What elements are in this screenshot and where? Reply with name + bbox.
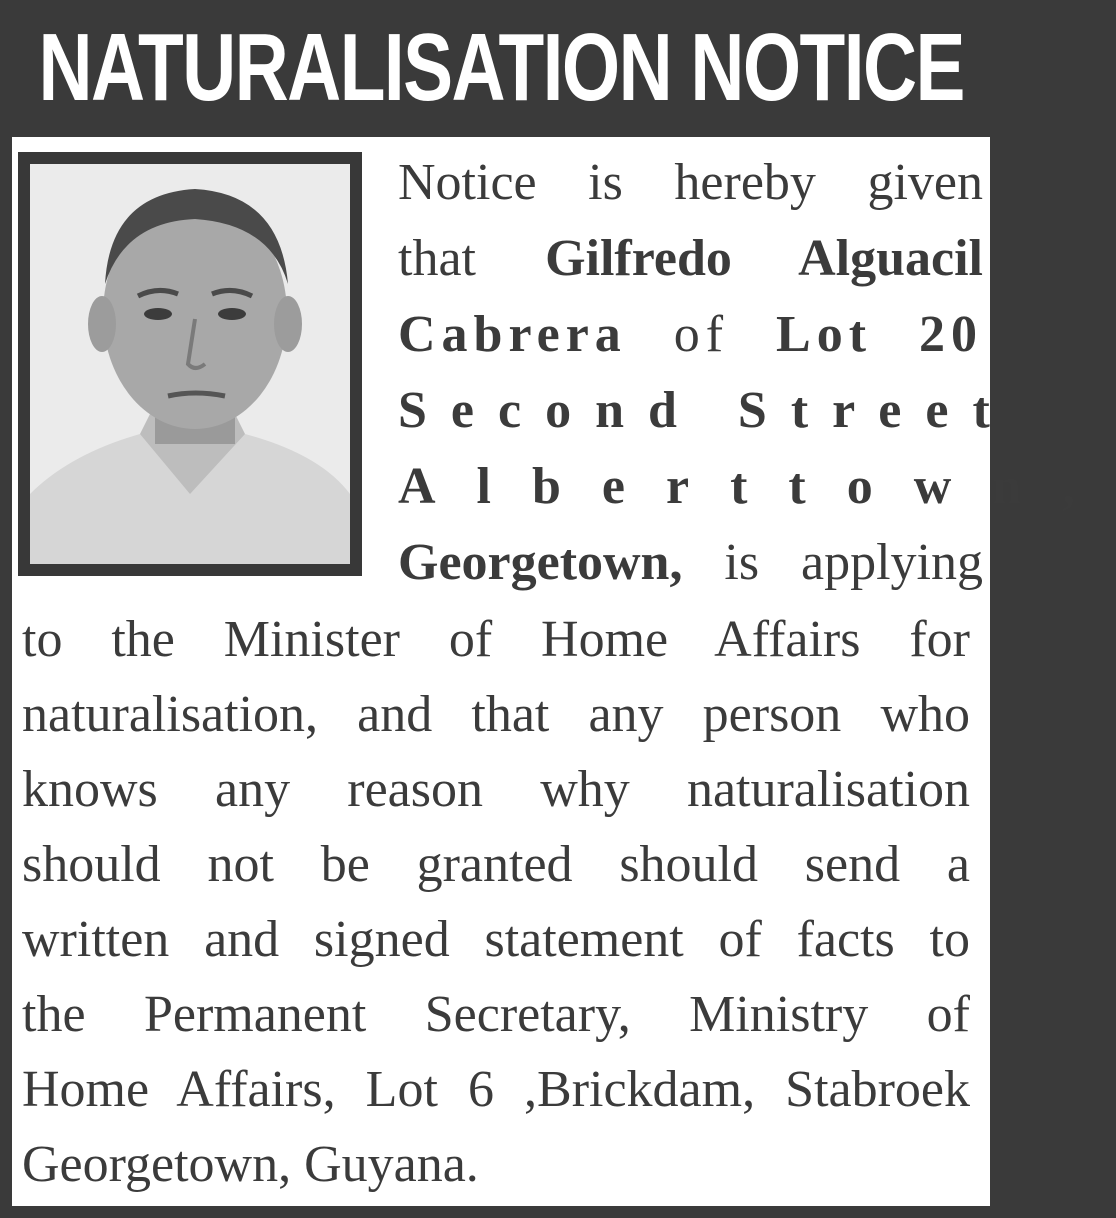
photo-frame [18,152,362,576]
notice-title: NATURALISATION NOTICE [38,14,964,121]
applicant-street: Second Street [398,382,1014,439]
header-bar [10,8,992,128]
applicant-lot: Lot 20 [776,306,983,363]
body-line: should not be granted should send a [22,836,970,893]
body-line: the Permanent Secretary, Ministry of [22,986,970,1043]
body-line: written and signed statement of facts to [22,911,970,968]
intro-line-part: is applying [682,534,983,591]
body-line: Georgetown, Guyana. [22,1136,479,1193]
notice-main-text [22,602,970,1202]
intro-line-part: Notice is hereby given [398,154,983,211]
applicant-name-last: Cabrera [398,306,627,363]
intro-line [398,145,983,221]
body-line: knows any reason why naturalisation [22,761,970,818]
body-line: Home Affairs, Lot 6 ,Brickdam, Stabroek [22,1061,970,1118]
intro-line [398,221,983,297]
applicant-city: Georgetown, [398,534,683,591]
body-line: naturalisation, and that any person who [22,686,970,743]
applicant-town: Alberttown, [398,458,1116,515]
notice-body [12,137,1116,1206]
intro-line-part: of [626,306,777,363]
intro-line [398,525,983,601]
intro-line-part: that [398,230,546,287]
intro-line [398,373,1014,449]
applicant-photo [30,164,350,564]
notice-intro-text [398,145,1116,601]
portrait-photo-icon [30,164,350,564]
intro-line [398,297,983,373]
intro-line [398,449,1116,525]
body-line: to the Minister of Home Affairs for [22,611,970,668]
applicant-name-first: Gilfredo Alguacil [545,230,983,287]
